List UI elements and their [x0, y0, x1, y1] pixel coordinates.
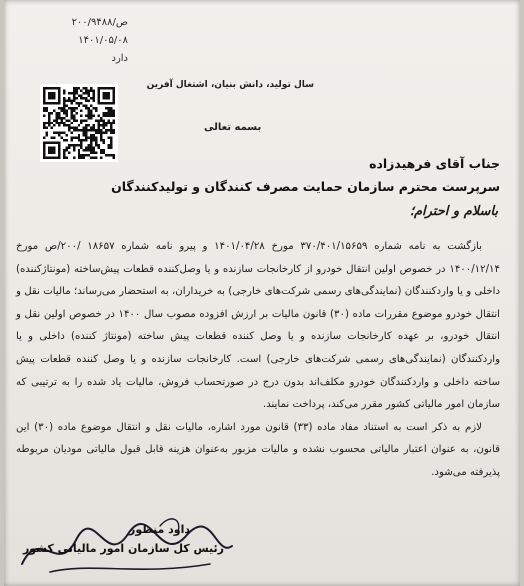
recipient-name: جناب آقای فرهیدزاده — [369, 156, 500, 171]
letter-meta — [18, 14, 128, 68]
greeting: باسلام و احترام؛ — [409, 204, 498, 219]
body-paragraph-2: لازم به ذکر است به استناد مفاد ماده (۳۳) قانون مورد اشاره، مالیات نقل و انتقال موضوع ماده (۳۰) این قانون، به عنوان اعتبار مالیاتی محسوب نشده و مالیات مزبور به‌عنوان هزینه قابل قبول مالیاتی مودیان مربوطه پذیرفته می‌شود. — [16, 421, 500, 478]
qr-code — [40, 84, 118, 162]
signature-block — [23, 520, 224, 558]
letter-date: ۱۴۰۱/۰۵/۰۸ — [78, 35, 128, 46]
signatory-title: رئیس کل سازمان امور مالیاتی کشور — [22, 542, 224, 555]
recipient-block — [111, 152, 500, 198]
body-paragraph-1: بازگشت به نامه شماره ۳۷۰/۴۰۱/۱۵۶۵۹ مورخ ۱۴۰۱/۰۴/۲۸ و پیرو نامه شماره ۱۸۶۵۷ /۲۰۰/ص مورخ ۱۴۰۰/۱۲/۱۴ در خصوص اولین انتقال خودرو از کارخانجات سازنده و یا وصل‌کننده قطعات پیش‌ساخته (مونتاژکننده) داخلی و یا واردکنندگان (نمایندگی‌های رسمی شرکت‌های خارجی) به خریداران، به استحضار می‌رساند؛ مالیات نقل و انتقال خودرو موضوع مقررات ماده (۳۰) قانون مالیات بر ارزش افزوده مصوب سال ۱۴۰۰ در خصوص اولین نقل و انتقال خودرو، بر عهده کارخانجات سازنده و یا وصل کننده قطعات پیش ساخته (مونتاژ کننده) داخلی و یا واردکنندگان (نمایندگی‌های رسمی شرکت‌های خارجی) است. کارخانجات سازنده و یا وصل کننده قطعات پیش ساخته داخلی و واردکنندگان خودرو مکلف‌اند بدون درج در صورتحساب فروش، مالیات یاد شده را به ترتیبی که سازمان امور مالیاتی کشور مقرر می‌کند، پرداخت نمایند. — [16, 241, 500, 411]
letter-page — [4, 0, 520, 586]
signatory-name: داود منظور — [129, 523, 190, 536]
recipient-title: سرپرست محترم سازمان حمایت مصرف کنندگان و تولیدکنندگان — [111, 179, 500, 194]
year-slogan: سال تولید، دانش بنیان، اشتغال آفرین — [146, 80, 314, 90]
qr-code-icon — [43, 87, 115, 159]
bismillah: بسمه تعالی — [204, 122, 262, 133]
letter-attachment: دارد — [111, 53, 128, 64]
letter-body — [16, 236, 500, 485]
letter-number: ۲۰۰/۹۴۸۸/ص — [71, 17, 128, 28]
